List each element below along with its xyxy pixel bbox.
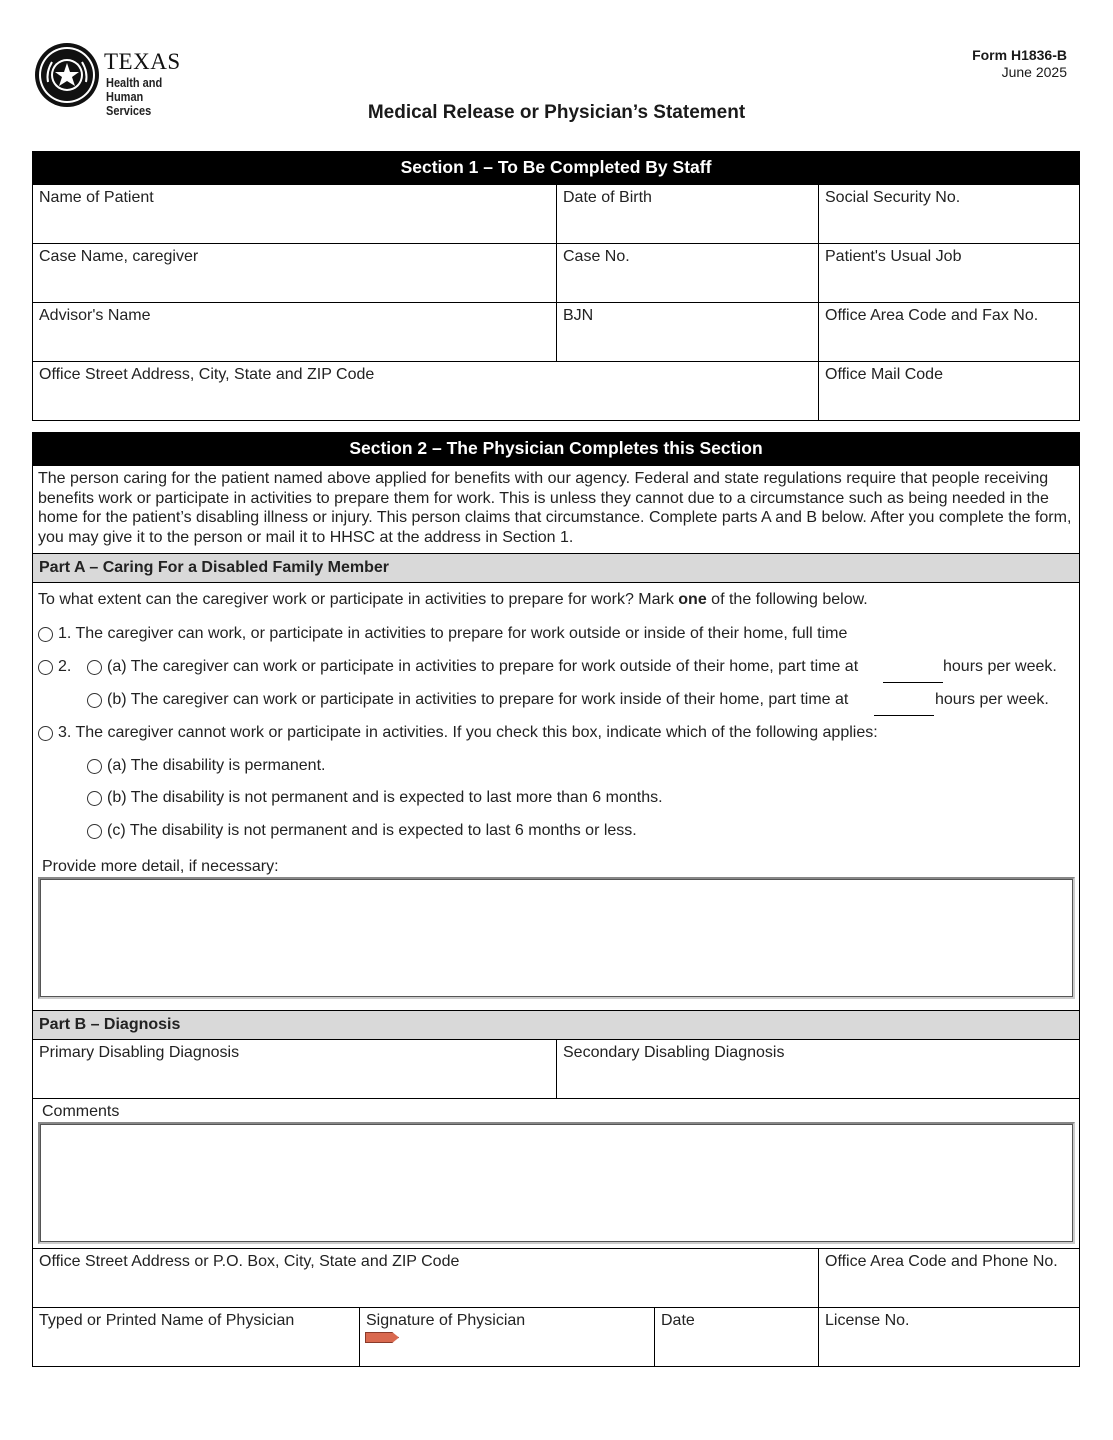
option-2b-hours-input[interactable] bbox=[874, 695, 934, 716]
section2-grid bbox=[32, 465, 1080, 1367]
section1-grid bbox=[32, 184, 1080, 421]
option-3b-radio[interactable] bbox=[87, 791, 102, 806]
option-3b: (b) The disability is not permanent and is expected to last more than 6 months. bbox=[87, 789, 663, 807]
option-3c: (c) The disability is not permanent and is expected to last 6 months or less. bbox=[87, 822, 637, 840]
section2-intro: The person caring for the patient named above applied for benefits with our agency. Federal and state regulations require that people receiving benefits work or participate in activities to prepare them for work. This is unless they cannot due to a circumstance such as being needed in the home for the patient’s disabling illness or injury. This person claims that circumstance. Complete parts A and B below. After you complete the form, you may give it to the person or mail it to HHSC at the address in Section 1. bbox=[38, 470, 1072, 546]
signature-date-field[interactable]: Date bbox=[655, 1308, 819, 1366]
option-2b: (b) The caregiver can work or participate in activities to prepare for work inside of their home, part time at bbox=[87, 691, 848, 709]
form-number-block bbox=[972, 47, 1067, 81]
physician-signature-field[interactable]: Signature of Physician bbox=[360, 1308, 655, 1366]
patient-name-field[interactable]: Name of Patient bbox=[33, 185, 557, 244]
logo-texas-text: TEXAS bbox=[104, 49, 181, 74]
option-3-radio[interactable] bbox=[38, 726, 53, 741]
option-2-radio[interactable] bbox=[38, 660, 53, 675]
option-2b-hours-suffix: hours per week. bbox=[935, 691, 1049, 708]
comments-label: Comments bbox=[42, 1103, 120, 1120]
texas-seal-star-icon bbox=[34, 42, 100, 108]
option-2b-radio[interactable] bbox=[87, 693, 102, 708]
detail-textarea[interactable] bbox=[38, 877, 1075, 999]
office-mail-code-field[interactable]: Office Mail Code bbox=[825, 366, 943, 383]
section2-header: Section 2 – The Physician Completes this Section bbox=[32, 432, 1080, 465]
detail-label: Provide more detail, if necessary: bbox=[42, 858, 279, 875]
logo-agency-text: Health and Human Services bbox=[106, 76, 163, 118]
case-name-field[interactable]: Case Name, caregiver bbox=[33, 244, 557, 303]
option-2a-radio[interactable] bbox=[87, 660, 102, 675]
case-no-field[interactable]: Case No. bbox=[557, 244, 819, 303]
hhs-logo bbox=[34, 42, 214, 118]
advisor-name-field[interactable]: Advisor's Name bbox=[33, 303, 557, 362]
office-address-field[interactable]: Office Street Address, City, State and ZIP Code bbox=[33, 362, 819, 420]
primary-diagnosis-field[interactable]: Primary Disabling Diagnosis bbox=[33, 1040, 557, 1099]
license-no-field[interactable]: License No. bbox=[825, 1312, 910, 1329]
physician-office-address-field[interactable]: Office Street Address or P.O. Box, City, State and ZIP Code bbox=[33, 1249, 819, 1308]
option-2: 2. bbox=[38, 658, 71, 676]
secondary-diagnosis-field[interactable]: Secondary Disabling Diagnosis bbox=[557, 1040, 1079, 1099]
sign-here-tag-icon[interactable] bbox=[365, 1332, 399, 1343]
option-2a-hours-suffix: hours per week. bbox=[943, 658, 1057, 675]
comments-textarea[interactable] bbox=[38, 1122, 1075, 1244]
option-2a-hours-input[interactable] bbox=[883, 662, 943, 683]
part-b-header: Part B – Diagnosis bbox=[33, 1010, 1079, 1040]
option-2a: (a) The caregiver can work or participate in activities to prepare for work outside of their home, part time at bbox=[87, 658, 858, 676]
option-1: 1. The caregiver can work, or participate in activities to prepare for work outside or inside of their home, full time bbox=[38, 625, 847, 643]
option-3: 3. The caregiver cannot work or participate in activities. If you check this box, indicate which of the following applies: bbox=[38, 724, 878, 742]
form-date: June 2025 bbox=[1001, 64, 1067, 80]
option-3a-radio[interactable] bbox=[87, 759, 102, 774]
ssn-field[interactable]: Social Security No. bbox=[819, 185, 1079, 244]
form-number: Form H1836-B bbox=[972, 47, 1067, 63]
option-1-radio[interactable] bbox=[38, 627, 53, 642]
physician-name-field[interactable]: Typed or Printed Name of Physician bbox=[33, 1308, 360, 1366]
option-3a: (a) The disability is permanent. bbox=[87, 757, 325, 775]
part-a-question: To what extent can the caregiver work or participate in activities to prepare for work? Mark one of the following below. bbox=[38, 591, 868, 608]
page-title: Medical Release or Physician’s Statement bbox=[367, 102, 746, 123]
part-a-header: Part A – Caring For a Disabled Family Member bbox=[33, 553, 1079, 583]
section1-header: Section 1 – To Be Completed By Staff bbox=[32, 151, 1080, 184]
bjn-field[interactable]: BJN bbox=[557, 303, 819, 362]
office-fax-field[interactable]: Office Area Code and Fax No. bbox=[819, 303, 1079, 362]
usual-job-field[interactable]: Patient's Usual Job bbox=[819, 244, 1079, 303]
physician-office-phone-field[interactable]: Office Area Code and Phone No. bbox=[819, 1249, 1079, 1308]
option-3c-radio[interactable] bbox=[87, 824, 102, 839]
date-of-birth-field[interactable]: Date of Birth bbox=[557, 185, 819, 244]
